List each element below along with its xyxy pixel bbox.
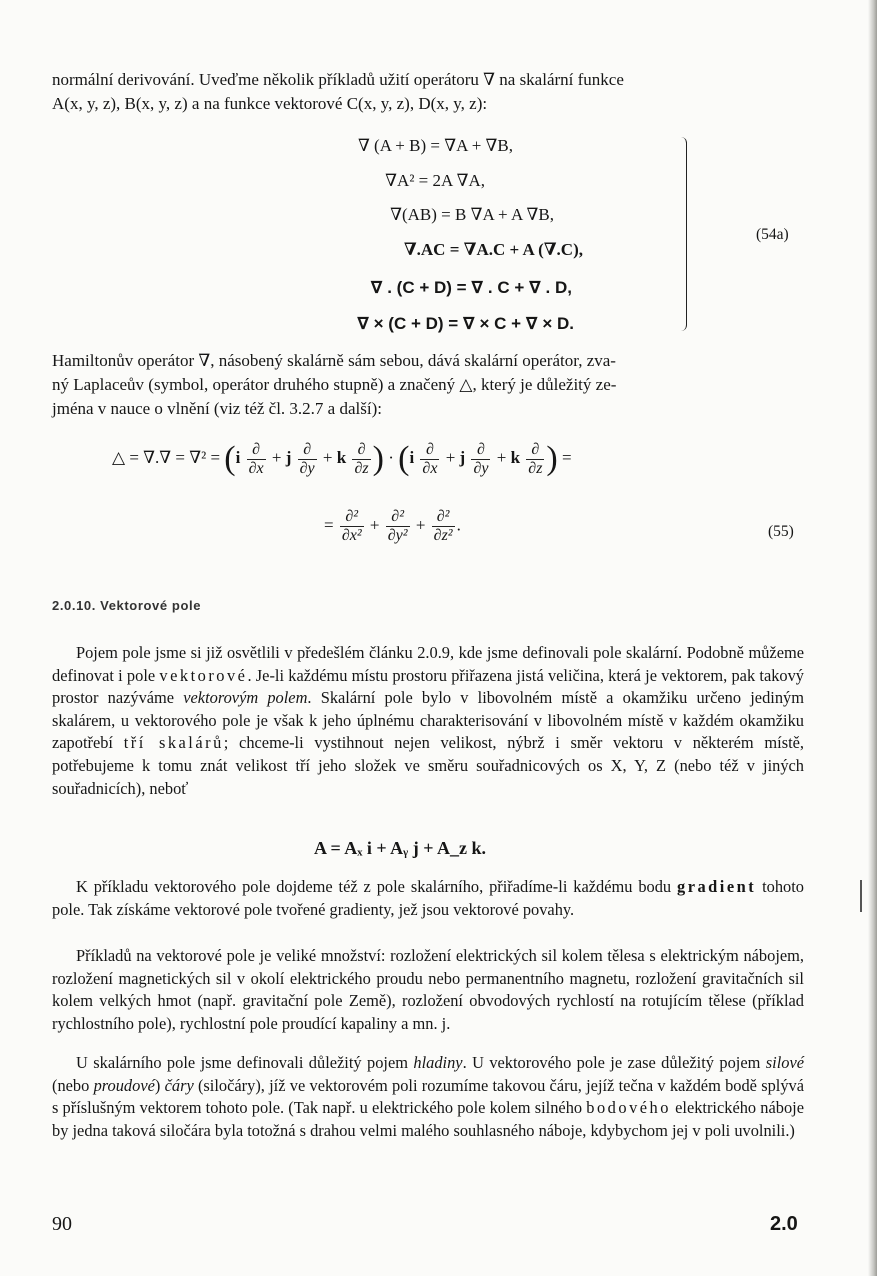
equals: =: [562, 447, 572, 467]
paragraph-vector-field-intro: Pojem pole jsme si již osvětlili v předešlém článku 2.0.9, kde jsme definovali pole skalární. Podobně můžeme definovat i pole vektorové. Je-li každému místu prostoru přiřazena jistá veličina, která je vektorem, pak takový prostor nazýváme vektorovým polem. Skalární pole bylo v libovolném místě a okamžiku určeno jediným skalárem, u vektorového pole je však k jeho úplnému charakterisování v libovolném místě v každém okamžiku zapotřebí tří skalárů; chceme-li vystihnout nejen velikost, nýbrž i směr vektoru v některém místě, potřebujeme k tomu znát velikost tří jeho složek ve směru souřadnicových os X, Y, Z (nebo též v jiných souřadnicích), neboť: [52, 643, 804, 798]
fraction: $\frac{\text{∂²}}{\text{∂z²}}$: [433, 508, 453, 544]
right-paren: ): [546, 440, 558, 477]
equation-brace: [678, 137, 687, 331]
period: .: [456, 515, 461, 535]
fraction: $\frac{\partial}{\partial y}$: [473, 440, 489, 477]
equals: =: [324, 515, 334, 535]
left-paren: (: [398, 440, 410, 477]
plus: +: [271, 447, 282, 467]
equation-vector-A: A = Aₓ i + Aᵧ j + A_z k.: [314, 838, 487, 858]
right-paren: ): [372, 440, 384, 477]
paragraph-field-lines: U skalárního pole jsme definovali důležitý pojem hladiny. U vektorového pole je zase důležitý pojem silové (nebo proudové) čáry (siločáry), jíž ve vektorovém poli rozumíme takovou čáru, jejíž tečna v každém bodě splývá s příslušným vektorem tohoto pole. (Tak např. u elektrického pole kolem silného bodového elektrického náboje by jedna taková siločára byla totožná s drahou velmi malého souhlasného náboje, kdybychom jej v poli uvolnili.): [52, 1053, 804, 1140]
hamilton-line-3: jména v nauce o vlnění (viz též čl. 3.2.7 a další):: [52, 399, 382, 418]
unit-j: j: [285, 447, 292, 467]
plus: +: [445, 447, 456, 467]
fraction: $\frac{\partial}{\partial y}$: [299, 440, 315, 477]
equation-line: ∇ . (C + D) = ∇ . C + ∇ . D,: [370, 278, 572, 297]
unit-i: i: [235, 447, 241, 467]
section-heading: 2.0.10. Vektorové pole: [52, 598, 202, 613]
plus: +: [496, 447, 507, 467]
margin-mark: [860, 880, 862, 912]
fraction: $\frac{\partial}{\partial x}$: [422, 440, 438, 477]
hamilton-line-1: Hamiltonův operátor ∇, násobený skalárně sám sebou, dává skalární operátor, zva-: [52, 351, 616, 370]
paragraph-gradient: K příkladu vektorového pole dojdeme též z pole skalárního, přiřadíme-li každému bodu gradient tohoto pole. Tak získáme vektorové pole tvořené gradienty, jež jsou vektorové povahy.: [52, 877, 804, 919]
intro-line-2: A(x, y, z), B(x, y, z) a na funkce vektorové C(x, y, z), D(x, y, z):: [52, 94, 488, 113]
plus: +: [322, 447, 333, 467]
unit-k: k: [510, 447, 521, 467]
hamilton-line-2: ný Laplaceův (symbol, operátor druhého stupně) a značený △, který je důležitý ze-: [52, 375, 617, 394]
unit-j: j: [459, 447, 466, 467]
intro-line-1: normální derivování. Uveďme několik příkladů užití operátoru ∇ na skalární funkce: [52, 70, 624, 89]
fraction: $\frac{\partial}{\partial z}$: [354, 440, 369, 477]
equation-tag-55: (55): [768, 523, 794, 540]
equation-55-line-1: [112, 440, 572, 478]
plus: +: [369, 515, 380, 535]
unit-k: k: [336, 447, 347, 467]
paragraph-examples: Příkladů na vektorové pole je veliké množství: rozložení elektrických sil kolem tělesa s elektrickým nábojem, rozložení magnetických sil v okolí elektrického proudu nebo permanentního magnetu, rozložení gravitačních sil kolem velkých hmot (např. gravitační pole Země), rozložení obvodových rychlostí na rotujícím tělese (příklad rychlostního pole), rychlostní pole proudící kapaliny a mn. j.: [52, 946, 804, 1033]
equation-line: ∇(AB) = B ∇A + A ∇B,: [390, 205, 554, 224]
equation-tag-54a: (54a): [756, 226, 789, 243]
plus: +: [415, 515, 426, 535]
page-number: 90: [52, 1213, 72, 1235]
laplace-lhs: △ = ∇.∇ = ∇² =: [112, 447, 221, 467]
equation-line: ∇ × (C + D) = ∇ × C + ∇ × D.: [357, 314, 574, 333]
fraction: $\frac{\partial}{\partial z}$: [528, 440, 543, 477]
equation-line: ∇A² = 2A ∇A,: [385, 171, 485, 190]
page-edge-shadow: [868, 0, 877, 1276]
section-number: 2.0: [770, 1213, 798, 1235]
dot: ·: [388, 447, 394, 467]
equation-line: ∇.AC = ∇A.C + A (∇.C),: [403, 240, 583, 259]
fraction: $\frac{\text{∂²}}{\text{∂x²}}$: [341, 508, 362, 544]
unit-i: i: [409, 447, 415, 467]
fraction: $\frac{\text{∂²}}{\text{∂y²}}$: [387, 508, 408, 544]
equation-line: ∇ (A + B) = ∇A + ∇B,: [357, 136, 513, 155]
equation-55-line-2: [324, 508, 461, 545]
fraction: $\frac{\partial}{\partial x}$: [248, 440, 264, 477]
left-paren: (: [224, 440, 236, 477]
